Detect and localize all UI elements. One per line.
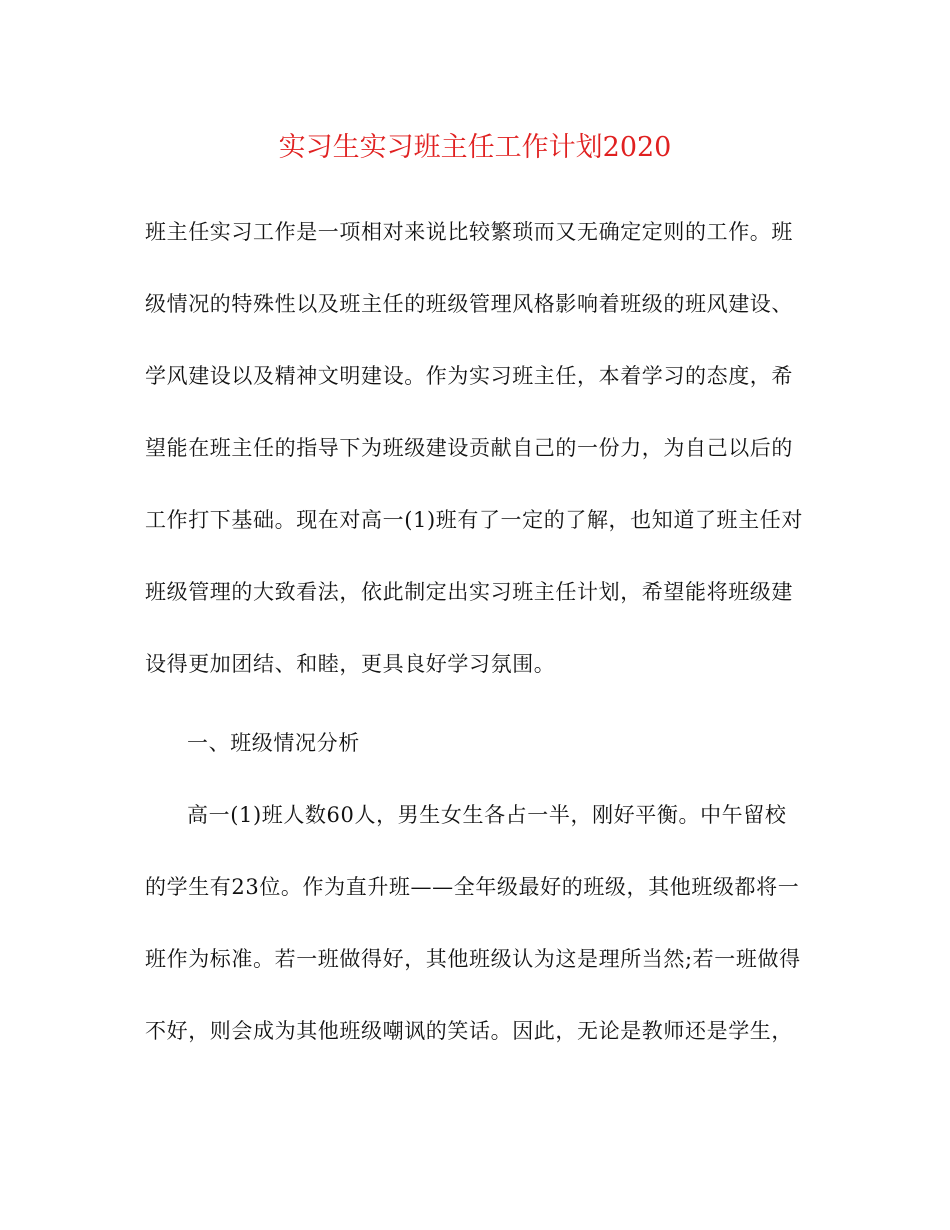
paragraph-line: 望能在班主任的指导下为班级建设贡献自己的一份力，为自己以后的 bbox=[145, 436, 793, 460]
paragraph-line: 高一(1)班人数60人，男生女生各占一半，刚好平衡。中午留校 bbox=[187, 803, 787, 827]
paragraph-line: 班级管理的大致看法，依此制定出实习班主任计划，希望能将班级建 bbox=[145, 580, 793, 604]
document-title: 实习生实习班主任工作计划2020 bbox=[278, 132, 672, 163]
paragraph-line: 工作打下基础。现在对高一(1)班有了一定的了解，也知道了班主任对 bbox=[145, 508, 803, 532]
paragraph-line: 班主任实习工作是一项相对来说比较繁琐而又无确定定则的工作。班 bbox=[145, 220, 793, 244]
paragraph-line: 设得更加团结、和睦，更具良好学习氛围。 bbox=[145, 652, 556, 676]
section-heading: 一、班级情况分析 bbox=[187, 731, 360, 755]
paragraph-line: 学风建设以及精神文明建设。作为实习班主任，本着学习的态度，希 bbox=[145, 364, 793, 388]
paragraph-line: 不好，则会成为其他班级嘲讽的笑话。因此，无论是教师还是学生， bbox=[145, 1019, 793, 1043]
paragraph-line: 级情况的特殊性以及班主任的班级管理风格影响着班级的班风建设、 bbox=[145, 292, 793, 316]
paragraph-line: 的学生有23位。作为直升班——全年级最好的班级，其他班级都将一 bbox=[145, 875, 800, 899]
paragraph-line: 班作为标准。若一班做得好，其他班级认为这是理所当然;若一班做得 bbox=[145, 947, 801, 971]
